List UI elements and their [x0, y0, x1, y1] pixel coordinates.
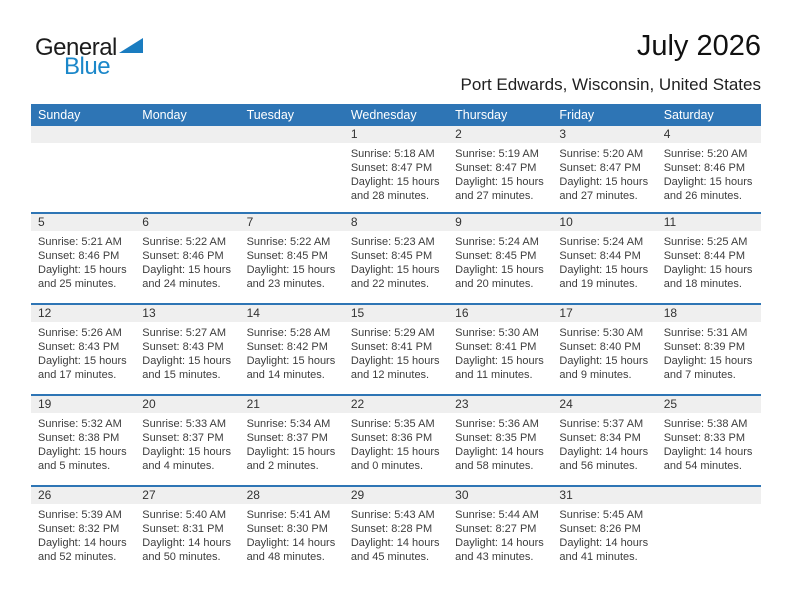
daylight-text: Daylight: 15 hours: [246, 264, 336, 276]
daylight-text: Daylight: 14 hours: [142, 537, 231, 549]
sunset-text: Sunset: 8:30 PM: [246, 523, 328, 535]
day-info: [344, 413, 448, 473]
sunset-text: Sunset: 8:44 PM: [559, 250, 641, 262]
daylight-text-2: and 14 minutes.: [246, 369, 325, 381]
calendar-grid: [31, 104, 761, 576]
day-number: 24: [552, 396, 656, 413]
daylight-text-2: and 26 minutes.: [663, 190, 742, 202]
week-row-4: [31, 394, 761, 485]
page-header: [31, 0, 761, 104]
sunrise-text: Sunrise: 5:35 AM: [350, 418, 435, 430]
weekday-monday: Monday: [142, 108, 187, 122]
day-number: 31: [552, 487, 656, 504]
day-number: 26: [31, 487, 135, 504]
day-number: 7: [240, 214, 344, 231]
day-number: 27: [135, 487, 239, 504]
daylight-text: Daylight: 15 hours: [455, 176, 544, 188]
sunset-text: Sunset: 8:40 PM: [559, 341, 641, 353]
day-cell-30: [448, 487, 552, 576]
sunrise-text: Sunrise: 5:26 AM: [38, 327, 122, 339]
sunset-text: Sunset: 8:45 PM: [350, 250, 433, 262]
day-info: [240, 231, 344, 291]
day-number: 13: [135, 305, 239, 322]
day-number: 21: [240, 396, 344, 413]
daylight-text: Daylight: 14 hours: [350, 537, 440, 549]
day-info: [552, 143, 656, 203]
daylight-text-2: and 58 minutes.: [455, 460, 534, 472]
day-cell-17: [552, 305, 656, 394]
daylight-text: Daylight: 15 hours: [246, 355, 336, 367]
daylight-text-2: and 4 minutes.: [142, 460, 215, 472]
daylight-text: Daylight: 15 hours: [142, 355, 231, 367]
day-cell-25: [657, 396, 761, 485]
daylight-text: Daylight: 14 hours: [38, 537, 127, 549]
sunrise-text: Sunrise: 5:34 AM: [246, 418, 331, 430]
day-info: [552, 322, 656, 382]
day-number: 8: [344, 214, 448, 231]
weekday-saturday: Saturday: [663, 108, 714, 122]
daylight-text: Daylight: 15 hours: [142, 264, 231, 276]
day-cell-29: [344, 487, 448, 576]
sunset-text: Sunset: 8:45 PM: [246, 250, 328, 262]
day-cell-8: [344, 214, 448, 303]
daylight-text: Daylight: 15 hours: [559, 176, 649, 188]
day-number: 15: [344, 305, 448, 322]
day-cell-10: [552, 214, 656, 303]
daylight-text-2: and 27 minutes.: [455, 190, 534, 202]
sunset-text: Sunset: 8:41 PM: [350, 341, 433, 353]
day-info: [657, 322, 761, 382]
daylight-text: Daylight: 15 hours: [350, 264, 440, 276]
day-info: [448, 143, 552, 203]
day-info: [135, 231, 239, 291]
day-number: 29: [344, 487, 448, 504]
sunrise-text: Sunrise: 5:28 AM: [246, 327, 331, 339]
daylight-text-2: and 50 minutes.: [142, 551, 221, 563]
day-number: 1: [344, 126, 448, 143]
daylight-text-2: and 2 minutes.: [246, 460, 319, 472]
day-number: 2: [448, 126, 552, 143]
daylight-text-2: and 54 minutes.: [663, 460, 742, 472]
daylight-text-2: and 43 minutes.: [455, 551, 534, 563]
sunrise-text: Sunrise: 5:22 AM: [142, 236, 227, 248]
sunrise-text: Sunrise: 5:32 AM: [38, 418, 122, 430]
weekday-thursday: Thursday: [455, 108, 508, 122]
day-cell-19: [31, 396, 135, 485]
sunset-text: Sunset: 8:46 PM: [38, 250, 120, 262]
sunrise-text: Sunrise: 5:18 AM: [350, 148, 435, 160]
daylight-text: Daylight: 15 hours: [559, 264, 649, 276]
sunrise-text: Sunrise: 5:44 AM: [455, 509, 539, 521]
day-number: 22: [344, 396, 448, 413]
sunset-text: Sunset: 8:27 PM: [455, 523, 537, 535]
daylight-text-2: and 9 minutes.: [559, 369, 632, 381]
daylight-text-2: and 5 minutes.: [38, 460, 111, 472]
weekday-header-row: [31, 104, 761, 126]
day-cell-3: [552, 126, 656, 212]
day-info: [657, 231, 761, 291]
week-row-2: [31, 212, 761, 303]
daylight-text-2: and 48 minutes.: [246, 551, 325, 563]
daylight-text-2: and 17 minutes.: [38, 369, 117, 381]
daylight-text-2: and 15 minutes.: [142, 369, 221, 381]
daylight-text-2: and 24 minutes.: [142, 278, 221, 290]
day-number: 18: [657, 305, 761, 322]
daylight-text: Daylight: 15 hours: [142, 446, 231, 458]
day-info: [344, 231, 448, 291]
day-info: [135, 413, 239, 473]
sunset-text: Sunset: 8:42 PM: [246, 341, 328, 353]
daylight-text-2: and 20 minutes.: [455, 278, 534, 290]
daylight-text: Daylight: 14 hours: [455, 446, 544, 458]
sunrise-text: Sunrise: 5:39 AM: [38, 509, 122, 521]
day-cell-26: [31, 487, 135, 576]
day-cell-20: [135, 396, 239, 485]
daylight-text-2: and 27 minutes.: [559, 190, 638, 202]
day-number: 12: [31, 305, 135, 322]
empty-day-cell: [31, 126, 135, 212]
daylight-text-2: and 22 minutes.: [350, 278, 430, 290]
day-number: 28: [240, 487, 344, 504]
sunrise-text: Sunrise: 5:36 AM: [455, 418, 539, 430]
day-info: [552, 413, 656, 473]
day-number: 16: [448, 305, 552, 322]
daylight-text: Daylight: 14 hours: [246, 537, 336, 549]
daylight-text-2: and 11 minutes.: [455, 369, 533, 381]
sunrise-text: Sunrise: 5:20 AM: [663, 148, 748, 160]
sunset-text: Sunset: 8:31 PM: [142, 523, 224, 535]
day-info: [344, 322, 448, 382]
sunset-text: Sunset: 8:43 PM: [38, 341, 120, 353]
sunset-text: Sunset: 8:43 PM: [142, 341, 224, 353]
sunset-text: Sunset: 8:34 PM: [559, 432, 641, 444]
daylight-text-2: and 12 minutes.: [350, 369, 430, 381]
day-cell-23: [448, 396, 552, 485]
day-info: [344, 504, 448, 564]
day-cell-14: [240, 305, 344, 394]
day-cell-31: [552, 487, 656, 576]
day-cell-21: [240, 396, 344, 485]
day-info: [448, 504, 552, 564]
day-info: [552, 231, 656, 291]
day-cell-6: [135, 214, 239, 303]
weekday-tuesday: Tuesday: [246, 108, 295, 122]
sunset-text: Sunset: 8:28 PM: [350, 523, 433, 535]
weekday-wednesday: Wednesday: [350, 108, 417, 122]
day-info: [31, 504, 135, 564]
sunrise-text: Sunrise: 5:45 AM: [559, 509, 644, 521]
daylight-text: Daylight: 15 hours: [455, 264, 544, 276]
sunrise-text: Sunrise: 5:38 AM: [663, 418, 748, 430]
day-info: [448, 231, 552, 291]
sunrise-text: Sunrise: 5:20 AM: [559, 148, 644, 160]
day-cell-4: [657, 126, 761, 212]
day-number: 11: [657, 214, 761, 231]
sunrise-text: Sunrise: 5:25 AM: [663, 236, 748, 248]
week-row-3: [31, 303, 761, 394]
day-cell-22: [344, 396, 448, 485]
daylight-text-2: and 23 minutes.: [246, 278, 325, 290]
daylight-text-2: and 41 minutes.: [559, 551, 638, 563]
sunrise-text: Sunrise: 5:23 AM: [350, 236, 435, 248]
daylight-text: Daylight: 15 hours: [246, 446, 336, 458]
week-row-1: [31, 126, 761, 212]
sunset-text: Sunset: 8:47 PM: [559, 162, 641, 174]
sunrise-text: Sunrise: 5:27 AM: [142, 327, 227, 339]
weekday-friday: Friday: [559, 108, 595, 122]
day-info: [657, 143, 761, 203]
sunrise-text: Sunrise: 5:30 AM: [559, 327, 644, 339]
day-number: 3: [552, 126, 656, 143]
sunrise-text: Sunrise: 5:21 AM: [38, 236, 122, 248]
daylight-text: Daylight: 14 hours: [559, 537, 649, 549]
sunrise-text: Sunrise: 5:31 AM: [663, 327, 748, 339]
page-subtitle: Port Edwards, Wisconsin, United States: [460, 75, 761, 94]
sunrise-text: Sunrise: 5:24 AM: [455, 236, 539, 248]
daylight-text: Daylight: 14 hours: [559, 446, 649, 458]
day-number: 25: [657, 396, 761, 413]
logo-triangle-icon: [119, 38, 143, 53]
daylight-text: Daylight: 15 hours: [38, 264, 127, 276]
sunrise-text: Sunrise: 5:30 AM: [455, 327, 539, 339]
daylight-text: Daylight: 15 hours: [350, 355, 440, 367]
day-cell-9: [448, 214, 552, 303]
sunset-text: Sunset: 8:35 PM: [455, 432, 537, 444]
sunrise-text: Sunrise: 5:29 AM: [350, 327, 435, 339]
day-info: [240, 413, 344, 473]
daylight-text: Daylight: 15 hours: [455, 355, 544, 367]
sunrise-text: Sunrise: 5:43 AM: [350, 509, 435, 521]
day-number: 19: [31, 396, 135, 413]
daylight-text-2: and 25 minutes.: [38, 278, 117, 290]
day-info: [31, 322, 135, 382]
weekday-sunday: Sunday: [38, 108, 81, 122]
day-info: [344, 143, 448, 203]
day-cell-7: [240, 214, 344, 303]
sunset-text: Sunset: 8:38 PM: [38, 432, 120, 444]
sunrise-text: Sunrise: 5:37 AM: [559, 418, 644, 430]
sunset-text: Sunset: 8:46 PM: [142, 250, 224, 262]
empty-day-cell: [240, 126, 344, 212]
day-cell-16: [448, 305, 552, 394]
daylight-text: Daylight: 15 hours: [663, 264, 753, 276]
sunset-text: Sunset: 8:37 PM: [142, 432, 224, 444]
day-number: 20: [135, 396, 239, 413]
sunrise-text: Sunrise: 5:40 AM: [142, 509, 227, 521]
page-title: July 2026: [636, 30, 761, 62]
sunrise-text: Sunrise: 5:41 AM: [246, 509, 331, 521]
day-number: 30: [448, 487, 552, 504]
day-cell-5: [31, 214, 135, 303]
sunrise-text: Sunrise: 5:19 AM: [455, 148, 539, 160]
logo-text-general: General: [35, 34, 117, 61]
sunset-text: Sunset: 8:39 PM: [663, 341, 746, 353]
daylight-text-2: and 28 minutes.: [350, 190, 430, 202]
sunset-text: Sunset: 8:36 PM: [350, 432, 433, 444]
day-cell-24: [552, 396, 656, 485]
daylight-text: Daylight: 15 hours: [38, 446, 127, 458]
daylight-text: Daylight: 15 hours: [350, 176, 440, 188]
day-info: [31, 231, 135, 291]
day-cell-27: [135, 487, 239, 576]
daylight-text: Daylight: 15 hours: [663, 355, 753, 367]
day-number: 6: [135, 214, 239, 231]
day-number: 4: [657, 126, 761, 143]
day-number: 9: [448, 214, 552, 231]
day-info: [240, 504, 344, 564]
daylight-text-2: and 7 minutes.: [663, 369, 736, 381]
daylight-text: Daylight: 15 hours: [350, 446, 440, 458]
day-info: [31, 413, 135, 473]
daylight-text-2: and 18 minutes.: [663, 278, 742, 290]
day-cell-1: [344, 126, 448, 212]
daylight-text: Daylight: 15 hours: [663, 176, 753, 188]
daylight-text: Daylight: 15 hours: [559, 355, 649, 367]
daylight-text: Daylight: 14 hours: [455, 537, 544, 549]
day-cell-2: [448, 126, 552, 212]
daylight-text: Daylight: 14 hours: [663, 446, 753, 458]
sunset-text: Sunset: 8:47 PM: [350, 162, 433, 174]
day-cell-15: [344, 305, 448, 394]
day-number: 5: [31, 214, 135, 231]
day-info: [448, 413, 552, 473]
day-number: 17: [552, 305, 656, 322]
sunset-text: Sunset: 8:47 PM: [455, 162, 537, 174]
day-info: [135, 504, 239, 564]
day-cell-11: [657, 214, 761, 303]
sunrise-text: Sunrise: 5:33 AM: [142, 418, 227, 430]
day-cell-28: [240, 487, 344, 576]
logo-text-blue: Blue: [64, 53, 111, 80]
sunset-text: Sunset: 8:45 PM: [455, 250, 537, 262]
day-cell-18: [657, 305, 761, 394]
sunset-text: Sunset: 8:46 PM: [663, 162, 746, 174]
sunset-text: Sunset: 8:41 PM: [455, 341, 537, 353]
daylight-text-2: and 19 minutes.: [559, 278, 638, 290]
empty-day-cell: [135, 126, 239, 212]
day-info: [552, 504, 656, 564]
day-number: 14: [240, 305, 344, 322]
day-cell-12: [31, 305, 135, 394]
day-number: 23: [448, 396, 552, 413]
daylight-text: Daylight: 15 hours: [38, 355, 127, 367]
daylight-text-2: and 56 minutes.: [559, 460, 638, 472]
sunset-text: Sunset: 8:26 PM: [559, 523, 641, 535]
week-row-5: [31, 485, 761, 576]
sunrise-text: Sunrise: 5:24 AM: [559, 236, 644, 248]
sunrise-text: Sunrise: 5:22 AM: [246, 236, 331, 248]
day-cell-13: [135, 305, 239, 394]
day-info: [135, 322, 239, 382]
sunset-text: Sunset: 8:44 PM: [663, 250, 746, 262]
day-info: [448, 322, 552, 382]
daylight-text-2: and 0 minutes.: [350, 460, 423, 472]
day-info: [240, 322, 344, 382]
general-blue-logo: [35, 36, 143, 79]
sunset-text: Sunset: 8:37 PM: [246, 432, 328, 444]
sunset-text: Sunset: 8:33 PM: [663, 432, 746, 444]
empty-day-cell: [657, 487, 761, 576]
sunset-text: Sunset: 8:32 PM: [38, 523, 120, 535]
daylight-text-2: and 52 minutes.: [38, 551, 117, 563]
daylight-text-2: and 45 minutes.: [350, 551, 430, 563]
day-info: [657, 413, 761, 473]
day-number: 10: [552, 214, 656, 231]
